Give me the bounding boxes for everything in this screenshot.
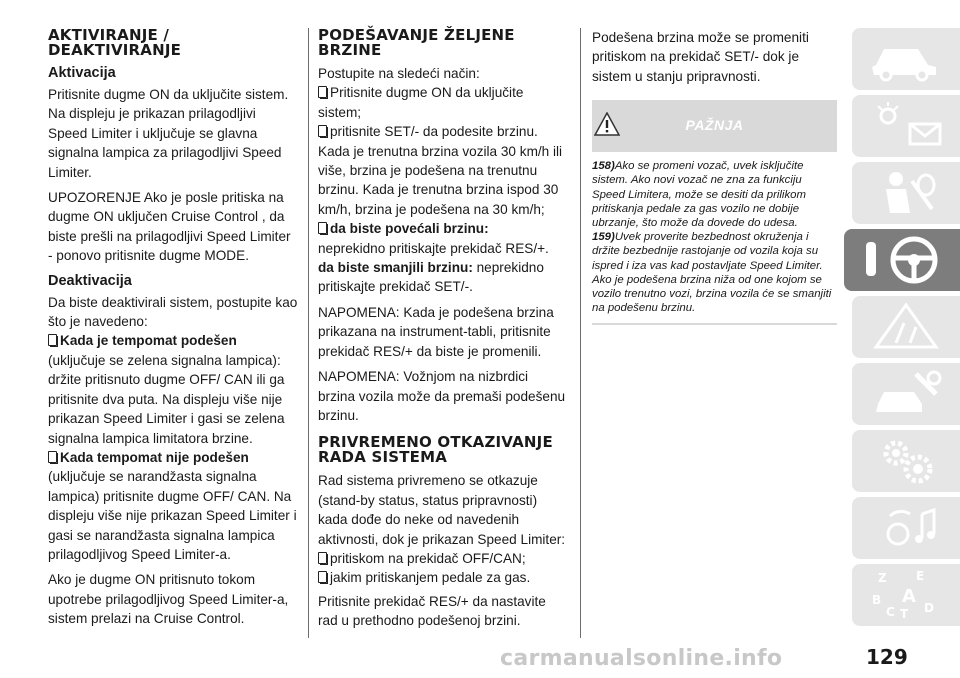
alphabet-index-icon xyxy=(866,568,950,620)
steering-wheel-key-icon xyxy=(862,234,946,286)
section-heading-activation: AKTIVIRANJE / DEAKTIVIRANJE xyxy=(48,26,182,59)
section-heading-standby: PRIVREMENO OTKAZIVANJE RADA SISTEMA xyxy=(318,433,553,467)
bullet-icon xyxy=(318,222,327,234)
column-divider xyxy=(580,28,581,638)
bullet-icon xyxy=(318,571,327,583)
deactivation-intro: Da biste deaktivirali sistem, postupite kao što je navedeno: xyxy=(48,294,298,330)
list-item xyxy=(318,568,568,587)
speed-intro: Postupite na sledeći način: xyxy=(318,66,480,81)
column-divider xyxy=(308,28,309,638)
warning-item xyxy=(592,230,837,315)
bullet-icon xyxy=(48,451,57,463)
activation-title: Aktivacija xyxy=(48,65,116,81)
warning-header xyxy=(592,100,837,152)
tab-gears[interactable] xyxy=(852,430,960,492)
list-item-text: pritiskom na prekidač OFF/CAN; xyxy=(330,550,526,566)
note-1: NAPOMENA: Kada je podešena brzina prikazana na instrument-tabli, pritisnite prekidač RES/+ da biste je promenili. xyxy=(318,304,554,359)
car-icon xyxy=(866,35,950,83)
warning-road-icon xyxy=(866,303,950,351)
list-item xyxy=(318,122,568,219)
tab-steering-active[interactable] xyxy=(844,229,960,291)
list-item xyxy=(318,549,568,568)
tab-warning-road[interactable] xyxy=(852,296,960,358)
column-2 xyxy=(318,28,568,637)
list-item-text: (uključuje se zelena signalna lampica): držite pritisnuto dugme OFF/ CAN ili ga pritisnite dva puta. Na displeju više nije prikazan Speed Limiter i gasi se zelena signalna lampica limitatora brzine. xyxy=(48,352,285,446)
watermark: carmanualsonline.info xyxy=(500,646,783,671)
warning-text: Uvek proverite bezbednost okruženja i držite bezbednije rastojanje od vozila koja su ispred i iza vas kad postavljate Speed Limiter. Ako je podešena brzina niža od one kojom se vozilo trenutno vozi, brzina vozila će se smanjiti na podešenu brzinu. xyxy=(592,231,832,315)
list-item-text: (uključuje se narandžasta signalna lampica) pritisnite dugme OFF/ CAN. Na displeju više nije prikazan Speed Limiter i gasi se narandžasta signalna lampica prilagodljivog Speed Limiter-a. xyxy=(48,469,297,562)
list-item-label: Kada je tempomat podešen xyxy=(60,333,237,349)
tab-media[interactable] xyxy=(852,497,960,559)
dashboard-lights-icon xyxy=(866,102,950,150)
bullet-icon xyxy=(318,125,327,137)
upozorenje-text: UPOZORENJE Ako je posle pritiska na dugme ON uključen Cruise Control , da biste prešli na prilagodljivi Speed Limiter - ponovo pritisnite dugme MODE. xyxy=(48,190,291,264)
index-letter: D xyxy=(924,601,934,615)
resume-text: Pritisnite prekidač RES/+ da nastavite rad u prethodno podešenoj brzini. xyxy=(318,593,546,629)
tab-dashboard-lights[interactable] xyxy=(852,95,960,157)
index-letter: E xyxy=(916,569,925,583)
list-item-label: da biste smanjili brzinu: xyxy=(318,260,473,276)
note-2: NAPOMENA: Vožnjom na nizbrdici brzina vozila može da premaši podešenu brzinu. xyxy=(318,369,566,423)
seat-airbag-icon xyxy=(866,169,950,217)
chapter-sidebar xyxy=(852,28,960,628)
tab-seat-airbag[interactable] xyxy=(852,162,960,224)
list-item xyxy=(48,331,298,350)
warning-number: 159) xyxy=(592,231,615,244)
index-letter: A xyxy=(902,586,916,607)
index-letter: C xyxy=(886,605,895,619)
media-icon xyxy=(866,504,950,552)
section-heading-speed: PODEŠAVANJE ŽELJENE BRZINE xyxy=(318,26,515,59)
gears-icon xyxy=(866,437,950,485)
activation-text: Pritisnite dugme ON da uključite sistem. Na displeju je prikazan prilagodljivi Speed Limiter i uključuje se glavna signalna lampica za prilagodljivi Speed Limiter. xyxy=(48,87,289,180)
standby-text: Rad sistema privremeno se otkazuje (stand-by status, status pripravnosti) kada dođe do neke od navedenih aktivnosti, dok je prikazan Speed Limiter: xyxy=(318,473,566,547)
warning-item xyxy=(592,159,837,230)
list-item-text: neprekidno pritiskajte prekidač RES/+. xyxy=(318,240,549,256)
bullet-icon xyxy=(318,86,327,98)
warning-title: PAŽNJA xyxy=(685,117,744,134)
list-item xyxy=(318,219,568,238)
index-letter: B xyxy=(872,593,882,607)
list-item xyxy=(318,83,568,122)
column-1 xyxy=(48,28,298,635)
warning-number: 158) xyxy=(592,160,615,173)
column-3 xyxy=(592,28,837,325)
page-number: 129 xyxy=(866,645,908,669)
warning-text: Ako se promeni vozač, uvek isključite sistem. Ako novi vozač ne zna za funkciju Speed Limitera, može se desiti da prilikom pritiskanja pedale za gas vozilo ne dobije ubrzanje, što može da dovede do udesa. xyxy=(592,160,806,230)
bullet-icon xyxy=(318,552,327,564)
list-item-text: Pritisnite dugme ON da uključite sistem; xyxy=(318,85,524,120)
list-item-text: neprekidno pritiskajte prekidač SET/-. xyxy=(318,260,544,295)
warning-body xyxy=(592,152,837,325)
list-item-label: da biste povećali brzinu: xyxy=(330,221,489,237)
closing-text: Ako je dugme ON pritisnuto tokom upotrebe prilagodljivog Speed Limiter-a, sistem prelazi na Cruise Control. xyxy=(48,572,289,627)
list-item-label: Kada tempomat nije podešen xyxy=(60,449,249,465)
bullet-icon xyxy=(48,334,57,346)
index-letter: Z xyxy=(878,571,887,585)
list-item xyxy=(318,258,568,297)
deactivation-title: Deaktivacija xyxy=(48,272,132,289)
list-item-text: pritisnite SET/- da podesite brzinu. Kada je trenutna brzina vozila 30 km/h ili više, brzina je podešena na trenutnu brzinu. Kada je trenutna brzina ispod 30 km/h, brzina je podešena na 30 km/h; xyxy=(318,124,563,217)
tab-index[interactable] xyxy=(852,564,960,626)
list-item-text: jakim pritiskanjem pedale za gas. xyxy=(330,570,531,586)
tab-car[interactable] xyxy=(852,28,960,90)
standby-change-text: Podešena brzina može se promeniti pritiskom na prekidač SET/- dok je sistem u stanju pripravnosti. xyxy=(592,30,809,84)
tools-car-icon xyxy=(866,370,950,418)
tab-tools-car[interactable] xyxy=(852,363,960,425)
index-letter: T xyxy=(900,607,909,620)
list-item xyxy=(48,448,298,467)
